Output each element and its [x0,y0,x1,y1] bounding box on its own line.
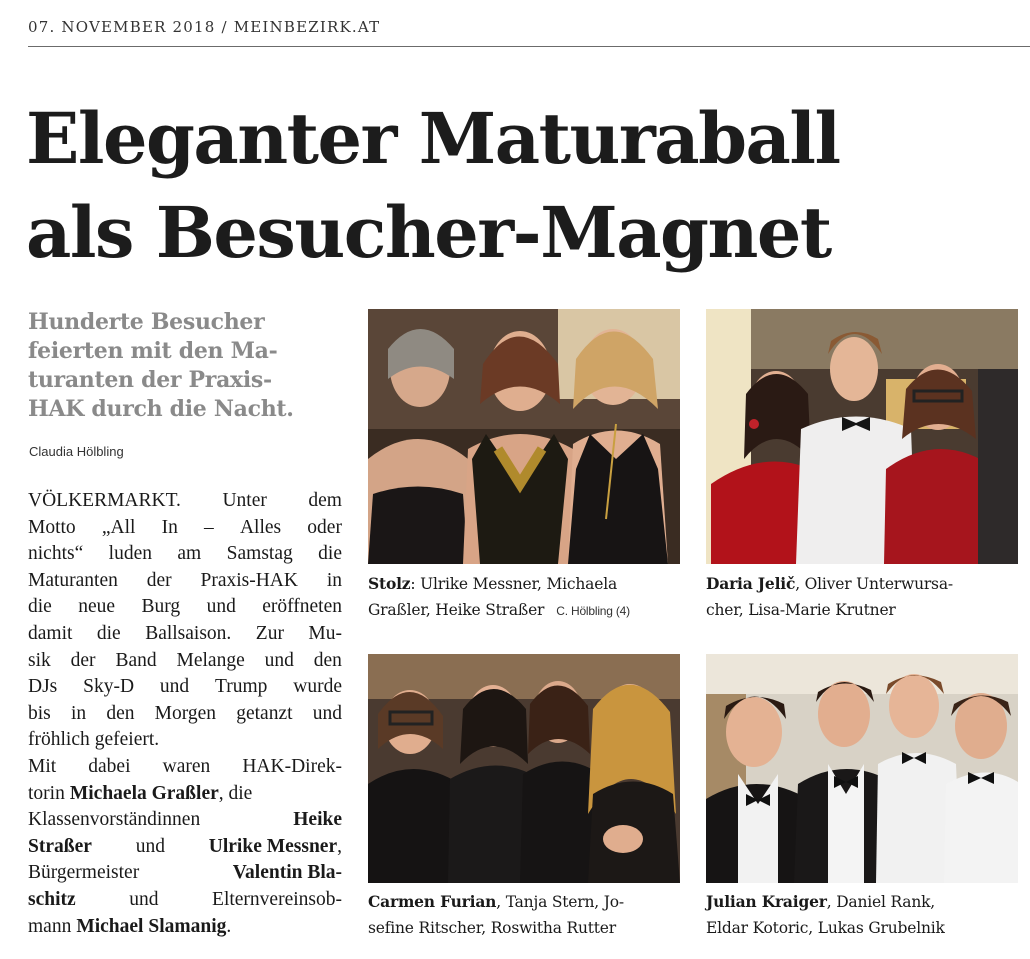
photo-three-women [368,309,680,564]
photo-four-young-men [706,654,1018,883]
headline-line-2: als Besucher-Magnet [26,191,831,274]
issue-header: 07. NOVEMBER 2018 / MEINBEZIRK.AT [28,18,1030,47]
caption-bold-name: Carmen Furian [368,892,497,911]
person-name: schitz [28,888,76,910]
body-line: die neue Burg und eröffneten [28,596,342,618]
person-name: Michaela Graßler [69,782,219,804]
body-line: fröhlich gefeiert. [28,729,160,751]
headline-line-1: Eleganter Maturaball [26,97,840,180]
article-body [28,488,342,940]
photo-four-women [368,654,680,883]
body-line: Motto „All In – Alles oder [28,516,342,538]
body-line: DJs Sky-D und Trump wurde [28,676,342,698]
body-line: damit die Ballsaison. Zur Mu- [28,622,342,644]
caption-bold-name: Daria Jelič [706,574,796,593]
body-line: Mit dabei waren HAK-Direk- [28,755,342,777]
person-name: Valentin Bla- [232,862,342,884]
body-line: bis in den Morgen getanzt und [28,702,342,724]
lead-line: HAK durch die Nacht. [28,396,294,422]
lead-paragraph [28,308,348,424]
caption-bold-name: Stolz [368,574,411,593]
body-line: Maturanten der Praxis-HAK in [28,569,342,591]
headline [26,92,1026,280]
photo-caption: Julian Kraiger, Daniel Rank, Eldar Kotoric, Lukas Grubelnik [706,892,945,937]
body-line: schitz und Elternvereinsob- [28,887,342,914]
photo-caption: Daria Jelič, Oliver Unterwursa- cher, Lisa-Marie Krutner [706,574,953,619]
photo-credit: C. Hölbling (4) [556,604,630,618]
person-name: Michael Slamanig [76,915,227,937]
photo-caption: Carmen Furian, Tanja Stern, Jo- sefine Ritscher, Roswitha Rutter [368,892,624,937]
body-line: mann Michael Slamanig . [28,914,342,941]
author-byline: Claudia Hölbling [29,444,124,459]
lead-line: turanten der Praxis- [28,367,272,393]
person-name: Heike [293,809,342,831]
person-name: Ulrike Messner [208,835,338,857]
body-line: torin Michaela Graßler , die [28,781,342,808]
photo-daria-oliver-lisa [706,309,1018,564]
body-line: VÖLKERMARKT. Unter dem [28,490,342,511]
body-line: sik der Band Melange und den [28,649,342,671]
body-line: Bürgermeister Valentin Bla- [28,860,342,887]
lead-line: Hunderte Besucher [28,309,265,335]
lead-line: feierten mit den Ma- [28,338,278,364]
caption-bold-name: Julian Kraiger [706,892,827,911]
body-line: nichts“ luden am Samstag die [28,543,342,565]
person-name: Straßer [28,835,92,857]
photo-caption: Stolz: Ulrike Messner, Michaela Graßler, Heike Straßer C. Hölbling (4) [368,574,630,619]
body-line: Klassenvorständinnen Heike [28,807,342,834]
body-line: Straßer und Ulrike Messner, [28,834,342,861]
